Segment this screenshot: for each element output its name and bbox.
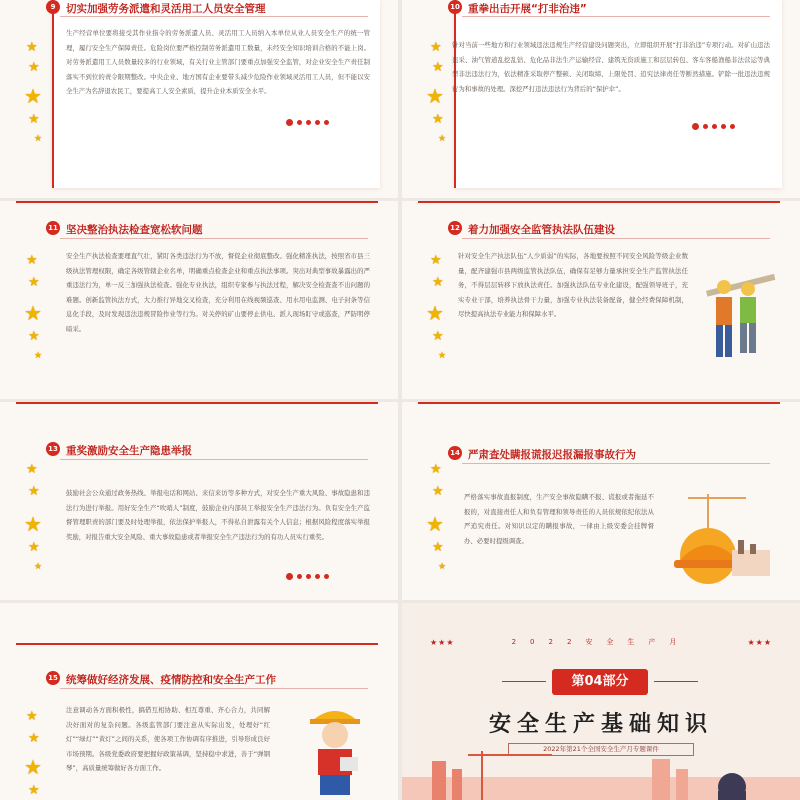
pager-dots bbox=[692, 124, 735, 130]
star-icon: ★ bbox=[24, 84, 42, 108]
item-title: 严肃查处瞒报谎报迟报漏报事故行为 bbox=[468, 449, 636, 461]
slide-12[interactable] bbox=[402, 201, 800, 399]
star-icon: ★ bbox=[26, 462, 38, 477]
slide-11[interactable] bbox=[0, 201, 398, 399]
item-body: 生产经营单位要将接受其作业指令的劳务派遣人员、灵活用工人员纳入本单位从业人员安全生产的统一管理，履行安全生产保障责任。危险岗位要严格控制劳务派遣用工数量，未经安全知识培训合格的不能上岗。对劳务派遣用工人员数量较多的行业领域，有关行业主管部门要重点加强安全监管，对企业安全生产责任制落实不到位的责令限期整改。中央企业、地方国有企业要带头减少危险作业领域灵活用工人员，但不能以安全生产为名辞退农民工，要提高工人安全素质，提升企业本质安全水平。 bbox=[66, 29, 370, 96]
star-icon: ★ bbox=[426, 84, 444, 108]
section-title-slide[interactable] bbox=[402, 603, 800, 800]
title-divider bbox=[462, 238, 770, 239]
star-icon: ★ bbox=[26, 709, 38, 724]
star-icon: ★ bbox=[438, 134, 447, 144]
slide-10[interactable] bbox=[402, 0, 800, 198]
item-title: 统筹做好经济发展、疫情防控和安全生产工作 bbox=[66, 674, 276, 686]
pager-dots bbox=[286, 574, 329, 580]
item-number-badge: 15 bbox=[46, 671, 60, 685]
star-icon: ★ bbox=[26, 40, 38, 55]
top-rule bbox=[418, 402, 780, 404]
item-title: 重拳出击开展“打非治违” bbox=[468, 3, 587, 15]
top-rule bbox=[418, 201, 780, 203]
item-body: 注意调动各方面积极性，搞借互相协助、相互尊重、齐心合力，共同解决好面对的复杂问题。各级监管部门要注意从实际出发，处理好“红灯”“绿灯”“黄灯”之间的关系，使各项工作协调有序推进，引导形成良好市场预期。各级党委政府要把握好政策基调，坚持稳中求进，善于“弹钢琴”，高质量统筹做好各方面工作。 bbox=[66, 706, 270, 773]
dot bbox=[297, 120, 302, 125]
item-number-badge: 9 bbox=[46, 0, 60, 14]
star-icon: ★ bbox=[438, 351, 447, 361]
dot bbox=[324, 120, 329, 125]
star-icon: ★ bbox=[426, 301, 444, 325]
item-title: 切实加强劳务派遣和灵活用工人员安全管理 bbox=[66, 3, 266, 15]
workers-illustration bbox=[698, 267, 780, 367]
helmet-crane-illustration bbox=[668, 490, 778, 590]
title-divider bbox=[60, 16, 368, 17]
star-icon: ★ bbox=[28, 275, 40, 290]
worker-mascot-illustration bbox=[300, 701, 370, 800]
title-divider bbox=[60, 459, 368, 460]
star-icon: ★ bbox=[24, 755, 42, 779]
star-icon: ★ bbox=[28, 540, 40, 555]
star-icon: ★ bbox=[26, 253, 38, 268]
header-row bbox=[402, 635, 800, 649]
title-divider bbox=[462, 16, 770, 17]
dot bbox=[324, 574, 329, 579]
star-icon: ★ bbox=[430, 462, 442, 477]
stars-left-icon: ★★★ bbox=[430, 637, 455, 647]
slide-15[interactable] bbox=[0, 603, 398, 800]
item-number-badge: 11 bbox=[46, 221, 60, 235]
star-icon: ★ bbox=[432, 484, 444, 499]
dot bbox=[315, 120, 320, 125]
section-title: 安全生产基础知识 bbox=[488, 711, 713, 737]
item-title: 重奖激励安全生产隐患举报 bbox=[66, 445, 192, 457]
star-icon: ★ bbox=[28, 783, 40, 798]
dot bbox=[286, 573, 293, 580]
item-number-badge: 14 bbox=[448, 446, 462, 460]
item-title: 坚决整治执法检查宽松软问题 bbox=[66, 224, 203, 236]
star-icon: ★ bbox=[438, 562, 447, 572]
star-icon: ★ bbox=[28, 112, 40, 127]
dot bbox=[315, 574, 320, 579]
item-body: 安全生产执法检查要理直气壮，紧盯各类违法行为不放，督促企业彻底整改。强化精准执法，按照省市县三级执法管理权限，确定各级管辖企业名单，明确重点检查企业和重点执法事项。突出对典型事故暴露出的严重违法行为，单一反三加强执法检查。强化专业执法，组织专家参与执法过程，解决安全检查查不出问题的难题。创新监管执法方式，大力推行异地交叉检查，充分利用在线视频巡查、用水用电监测、电子封条等信息化手段，及时发现违法违规冒险作业等行为。对关停的矿山要停止供电、派人现场盯守或巡查，严防明停暗采。 bbox=[66, 252, 370, 333]
star-icon: ★ bbox=[34, 134, 43, 144]
dot bbox=[730, 124, 735, 129]
item-body: 严格落实事故直报制度，生产安全事故隐瞒不报、谎报或者拖延不报的，对直接责任人和负有管理和领导责任的人员依规依纪依法从严追究责任。对知识以定的瞒报事故，一律由上级安委会挂牌督办、必要时提级调查。 bbox=[464, 493, 654, 545]
star-icon: ★ bbox=[432, 275, 444, 290]
title-divider bbox=[60, 688, 368, 689]
item-body: 针对安全生产执法队伍“人少质弱”的实际，各地要按照不同安全风险等级企业数量，配齐建强市县两级监管执法队伍，确保有足够力量承担安全生产监管执法任务，不得层层转移下放执法责任。加强执法队伍专业化建设，配强领导班子，充实专业干部，培养执法骨干力量，加强专业执法装备配备，健全经费保障机制，尽快提高执法专业能力和保障水平。 bbox=[458, 252, 688, 319]
star-icon: ★ bbox=[24, 512, 42, 536]
star-icon: ★ bbox=[432, 329, 444, 344]
slide-14[interactable] bbox=[402, 402, 800, 600]
star-icon: ★ bbox=[28, 60, 40, 75]
dot bbox=[286, 119, 293, 126]
title-divider bbox=[462, 463, 770, 464]
star-icon: ★ bbox=[432, 112, 444, 127]
top-rule bbox=[16, 402, 378, 404]
part-badge: 第04部分 bbox=[552, 669, 648, 695]
star-icon: ★ bbox=[24, 301, 42, 325]
dot bbox=[721, 124, 726, 129]
title-divider bbox=[60, 238, 368, 239]
star-icon: ★ bbox=[426, 512, 444, 536]
star-icon: ★ bbox=[28, 731, 40, 746]
item-title: 着力加强安全监管执法队伍建设 bbox=[468, 224, 615, 236]
item-number-badge: 10 bbox=[448, 0, 462, 14]
star-icon: ★ bbox=[28, 329, 40, 344]
item-body: 鼓励社会公众通过政务热线、举报电话和网站、来信来访等多种方式，对安全生产重大风险、事故隐患和违法行为进行举报。用好安全生产“吹哨人”制度，鼓励企业内部员工举报安全生产违法行为。负有安全生产监督管理职责的部门要及时处理举报，依法保护举报人，不得私自泄露有关个人信息；根据风险程度落实举报奖励，对报告重大安全风险、重大事故隐患或者举报安全生产违法行为的有功人员实行重奖。 bbox=[66, 489, 370, 541]
year-line: 2022安全生产月 bbox=[511, 638, 691, 646]
star-icon: ★ bbox=[28, 484, 40, 499]
dot bbox=[297, 574, 302, 579]
section-subtitle: 2022年第21个全国安全生产月专题课件 bbox=[508, 743, 694, 756]
stars-right-icon: ★★★ bbox=[747, 637, 772, 647]
dot bbox=[692, 123, 699, 130]
slide-9[interactable] bbox=[0, 0, 398, 198]
star-icon: ★ bbox=[430, 40, 442, 55]
skyline-illustration bbox=[402, 741, 800, 800]
star-icon: ★ bbox=[432, 540, 444, 555]
star-icon: ★ bbox=[34, 562, 43, 572]
dot bbox=[703, 124, 708, 129]
star-icon: ★ bbox=[432, 60, 444, 75]
star-icon: ★ bbox=[430, 253, 442, 268]
pager-dots bbox=[286, 120, 329, 126]
slide-13[interactable] bbox=[0, 402, 398, 600]
item-number-badge: 12 bbox=[448, 221, 462, 235]
item-body: 针对当前一些地方和行业领域违法违规生产经营建设问题突出，立即组织开展“打非治违”专项行动。对矿山违法盗采、油气管道乱挖乱钻、危化品非法生产运输经营、建筑无资质施工和层层转包、客车客船渔船非法营运等典型非法违法行为，依法精准采取停产整顿、关闭取缔、上限处罚、追究法律责任等断然措施。铲除一批违法违规行为和事故的处理。深挖严打违法违法行为背后的“保护伞”。 bbox=[452, 41, 770, 93]
dot bbox=[306, 120, 311, 125]
star-icon: ★ bbox=[34, 351, 43, 361]
top-rule bbox=[16, 201, 378, 203]
top-rule bbox=[16, 643, 378, 645]
item-number-badge: 13 bbox=[46, 442, 60, 456]
dot bbox=[306, 574, 311, 579]
dot bbox=[712, 124, 717, 129]
